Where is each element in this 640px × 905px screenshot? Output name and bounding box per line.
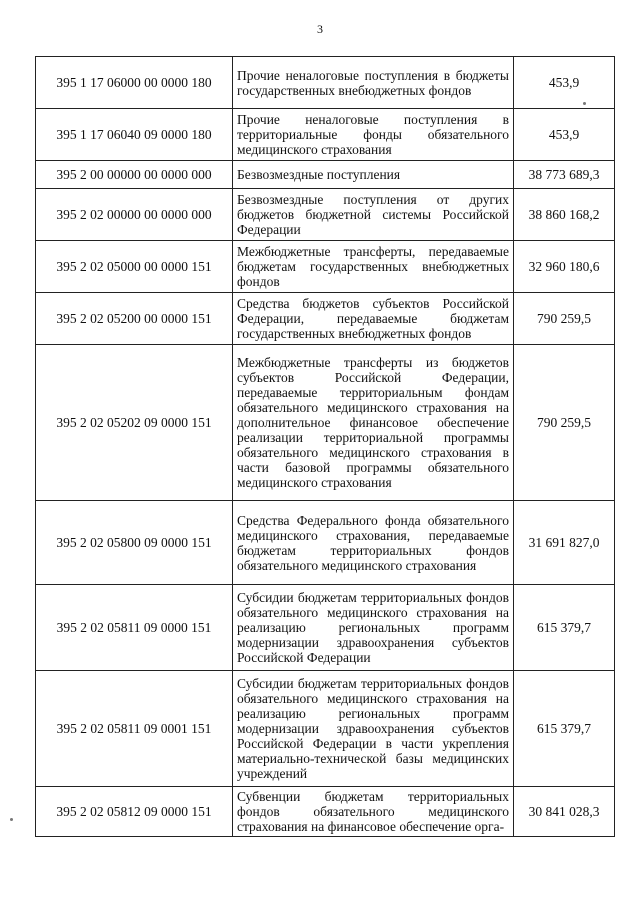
revenue-name-cell: Прочие неналоговые поступления в территориальные фонды обязательного медицинского страхования <box>233 109 514 161</box>
revenue-name-cell: Безвозмездные поступления <box>233 161 514 189</box>
table-row <box>36 345 615 501</box>
amount-cell: 38 773 689,3 <box>514 161 615 189</box>
budget-code-cell: 395 2 02 05811 09 0001 151 <box>36 671 233 787</box>
amount-cell: 615 379,7 <box>514 671 615 787</box>
table-row <box>36 293 615 345</box>
revenue-name-cell: Межбюджетные трансферты, передаваемые бюджетам государственных внебюджетных фондов <box>233 241 514 293</box>
budget-code-cell: 395 2 02 05000 00 0000 151 <box>36 241 233 293</box>
budget-code-cell: 395 2 02 00000 00 0000 000 <box>36 189 233 241</box>
table-row <box>36 585 615 671</box>
amount-cell: 38 860 168,2 <box>514 189 615 241</box>
table-row <box>36 109 615 161</box>
scan-speck <box>10 818 13 821</box>
revenue-name-cell: Субсидии бюджетам территориальных фондов обязательного медицинского страхования на реализацию региональных программ модернизации здравоохранения субъектов Российской Федерации <box>233 585 514 671</box>
table-row <box>36 787 615 837</box>
table-row <box>36 57 615 109</box>
budget-code-cell: 395 2 02 05200 00 0000 151 <box>36 293 233 345</box>
revenue-name-cell: Субсидии бюджетам территориальных фондов обязательного медицинского страхования на реализацию региональных программ модернизации здравоохранения субъектов Российской Федерации в части укрепления материально-технической базы медицинских учреждений <box>233 671 514 787</box>
amount-cell: 32 960 180,6 <box>514 241 615 293</box>
table-row <box>36 161 615 189</box>
revenue-name-cell: Средства бюджетов субъектов Российской Федерации, передаваемые бюджетам государственных внебюджетных фондов <box>233 293 514 345</box>
budget-code-cell: 395 1 17 06040 09 0000 180 <box>36 109 233 161</box>
scan-speck <box>583 102 586 105</box>
revenue-name-cell: Безвозмездные поступления от других бюджетов бюджетной системы Российской Федерации <box>233 189 514 241</box>
amount-cell: 615 379,7 <box>514 585 615 671</box>
page-number: 3 <box>317 22 323 36</box>
amount-cell: 453,9 <box>514 57 615 109</box>
revenue-name-cell: Субвенции бюджетам территориальных фондов обязательного медицинского страхования на финансовое обеспечение орга- <box>233 787 514 837</box>
revenue-name-cell: Средства Федерального фонда обязательного медицинского страхования, передаваемые бюджетам территориальных фондов обязательного медицинского страхования <box>233 501 514 585</box>
amount-cell: 790 259,5 <box>514 293 615 345</box>
revenue-name-cell: Прочие неналоговые поступления в бюджеты государственных внебюджетных фондов <box>233 57 514 109</box>
table-row <box>36 189 615 241</box>
budget-code-cell: 395 2 00 00000 00 0000 000 <box>36 161 233 189</box>
revenue-name-cell: Межбюджетные трансферты из бюджетов субъектов Российской Федерации, передаваемые территориальным фондам обязательного медицинского страхования на дополнительное финансовое обеспечение реализации территориальной программы обязательного медицинского страхования в части базовой программы обязательного медицинского страхования <box>233 345 514 501</box>
table-row <box>36 501 615 585</box>
budget-code-cell: 395 1 17 06000 00 0000 180 <box>36 57 233 109</box>
amount-cell: 31 691 827,0 <box>514 501 615 585</box>
amount-cell: 453,9 <box>514 109 615 161</box>
table-row <box>36 671 615 787</box>
table-row <box>36 241 615 293</box>
budget-revenue-table <box>35 56 615 837</box>
budget-code-cell: 395 2 02 05812 09 0000 151 <box>36 787 233 837</box>
budget-code-cell: 395 2 02 05202 09 0000 151 <box>36 345 233 501</box>
amount-cell: 790 259,5 <box>514 345 615 501</box>
amount-cell: 30 841 028,3 <box>514 787 615 837</box>
budget-code-cell: 395 2 02 05811 09 0000 151 <box>36 585 233 671</box>
budget-code-cell: 395 2 02 05800 09 0000 151 <box>36 501 233 585</box>
